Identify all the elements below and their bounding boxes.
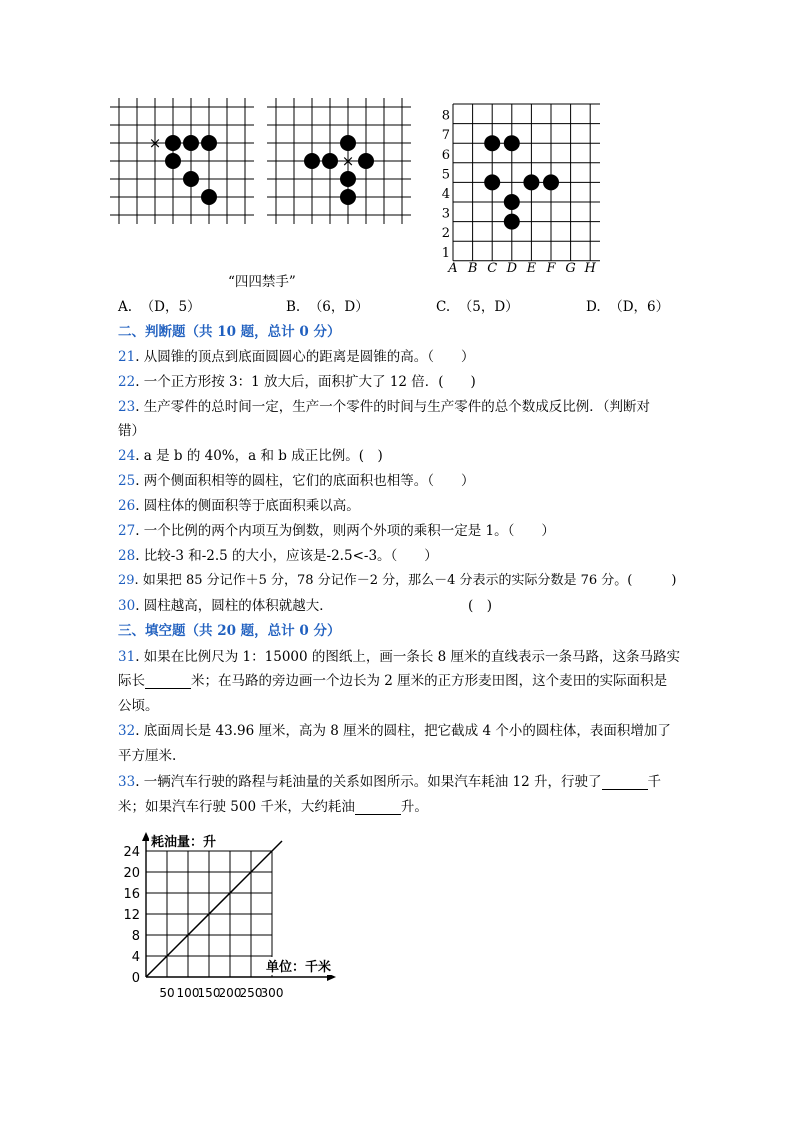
go-board-3 — [442, 104, 600, 276]
y-tick-label: 12 — [123, 908, 140, 923]
black-stone — [358, 153, 374, 169]
y-tick-label: 24 — [123, 845, 140, 860]
x-tick-label: 50 — [159, 986, 175, 1000]
figure-caption: “四四禁手” — [228, 274, 296, 290]
answer-blank[interactable] — [602, 775, 648, 790]
question-25: 25. 两个侧面积相等的圆柱，它们的底面积也相等。（ ） — [118, 473, 475, 489]
row-label: 8 — [441, 108, 450, 124]
series-line — [146, 841, 282, 977]
black-stone — [340, 171, 356, 187]
figures — [110, 98, 600, 284]
question-32: 32. 底面周长是 43.96 厘米，高为 8 厘米的圆柱，把它截成 4 个小的圆柱体，表面积增加了 — [118, 723, 671, 739]
black-stone — [523, 174, 539, 190]
question-30-answer-parens: ( ) — [468, 598, 493, 614]
option-c: C. （5，D） — [436, 299, 519, 315]
question-31: 31. 如果在比例尺为 1：15000 的图纸上，画一条长 8 厘米的直线表示一条马路，这条马路实 — [118, 649, 681, 665]
question-28: 28. 比较-3 和-2.5 的大小，应该是-2.5<-3。（ ） — [118, 548, 438, 564]
row-label: 4 — [441, 187, 450, 202]
section-2-title: 二、判断题（共 10 题，总计 0 分） — [118, 324, 341, 340]
y-axis-title: 耗油量：升 — [151, 835, 217, 850]
option-a: A. （D，5） — [118, 299, 201, 315]
black-stone — [183, 171, 199, 187]
go-board-1 — [110, 98, 254, 224]
question-31-line2: 际长 米；在马路的旁边画一个边长为 2 厘米的正方形麦田图，这个麦田的实际面积是 — [118, 673, 668, 689]
column-label: C — [487, 260, 498, 276]
row-label: 6 — [441, 147, 450, 163]
column-label: D — [506, 260, 518, 276]
black-stone — [340, 135, 356, 151]
row-label: 3 — [441, 206, 450, 222]
black-stone — [201, 189, 217, 205]
cross-mark: × — [148, 134, 162, 152]
black-stone — [183, 135, 199, 151]
answer-blank[interactable] — [355, 800, 401, 815]
column-label: F — [546, 260, 556, 276]
black-stone — [322, 153, 338, 169]
black-stone — [484, 174, 500, 190]
answer-blank[interactable] — [145, 674, 191, 689]
black-stone — [504, 135, 520, 151]
option-d: D. （D，6） — [586, 299, 670, 315]
question-31-line3: 公顷。 — [118, 698, 159, 714]
question-23: 23. 生产零件的总时间一定，生产一个零件的时间与生产零件的总个数成反比例．（判断对 — [118, 399, 651, 415]
x-tick-label: 250 — [239, 986, 263, 1000]
x-tick-label: 100 — [176, 986, 200, 1000]
black-stone — [165, 153, 181, 169]
column-label: H — [584, 260, 596, 276]
row-label: 2 — [441, 226, 450, 242]
fuel-chart — [110, 826, 360, 1006]
option-b: B. （6，D） — [286, 299, 369, 315]
y-axis-arrow — [142, 832, 150, 841]
x-tick-label: 300 — [260, 986, 284, 1000]
black-stone — [504, 214, 520, 230]
column-label: B — [467, 260, 478, 276]
x-tick-label: 200 — [218, 986, 242, 1000]
x-axis-title: 单位：千米 — [266, 960, 332, 975]
black-stone — [484, 135, 500, 151]
column-label: A — [448, 260, 458, 276]
question-29: 29. 如果把 85 分记作＋5 分，78 分记作－2 分，那么－4 分表示的实际分数是 76 分。( ) — [118, 573, 677, 588]
black-stone — [504, 194, 520, 210]
question-32-line2: 平方厘米. — [118, 748, 177, 764]
x-tick-label: 150 — [197, 986, 221, 1000]
y-tick-label: 8 — [131, 929, 140, 944]
question-26: 26. 圆柱体的侧面积等于底面积乘以高。 — [118, 498, 360, 514]
column-label: E — [526, 260, 537, 276]
black-stone — [543, 174, 559, 190]
go-board-2 — [267, 98, 411, 224]
question-23-continued: 错） — [118, 423, 145, 439]
y-tick-label: 20 — [123, 866, 140, 881]
row-label: 5 — [441, 167, 450, 183]
black-stone — [304, 153, 320, 169]
question-21: 21. 从圆锥的顶点到底面圆圆心的距离是圆锥的高。（ ） — [118, 349, 475, 365]
cross-mark: × — [341, 152, 355, 170]
y-tick-label: 4 — [131, 950, 140, 965]
row-label: 7 — [441, 128, 450, 144]
black-stone — [165, 135, 181, 151]
column-label: G — [565, 260, 576, 276]
y-tick-label: 16 — [123, 887, 140, 902]
black-stone — [340, 189, 356, 205]
question-30: 30. 圆柱越高，圆柱的体积就越大． — [118, 598, 333, 614]
question-33: 33. 一辆汽车行驶的路程与耗油量的关系如图所示。如果汽车耗油 12 升，行驶了 千 — [118, 774, 662, 790]
question-24: 24. a 是 b 的 40%，a 和 b 成正比例。( ) — [118, 448, 383, 464]
question-33-line2: 米；如果汽车行驶 500 千米，大约耗油 升。 — [118, 799, 428, 815]
black-stone — [201, 135, 217, 151]
question-22: 22. 一个正方形按 3：1 放大后，面积扩大了 12 倍．( ) — [118, 374, 476, 390]
section-3-title: 三、填空题（共 20 题，总计 0 分） — [118, 623, 341, 639]
row-label: 1 — [441, 245, 450, 261]
question-27: 27. 一个比例的两个内项互为倒数，则两个外项的乘积一定是 1。（ ） — [118, 523, 555, 539]
y-tick-label: 0 — [131, 971, 140, 986]
